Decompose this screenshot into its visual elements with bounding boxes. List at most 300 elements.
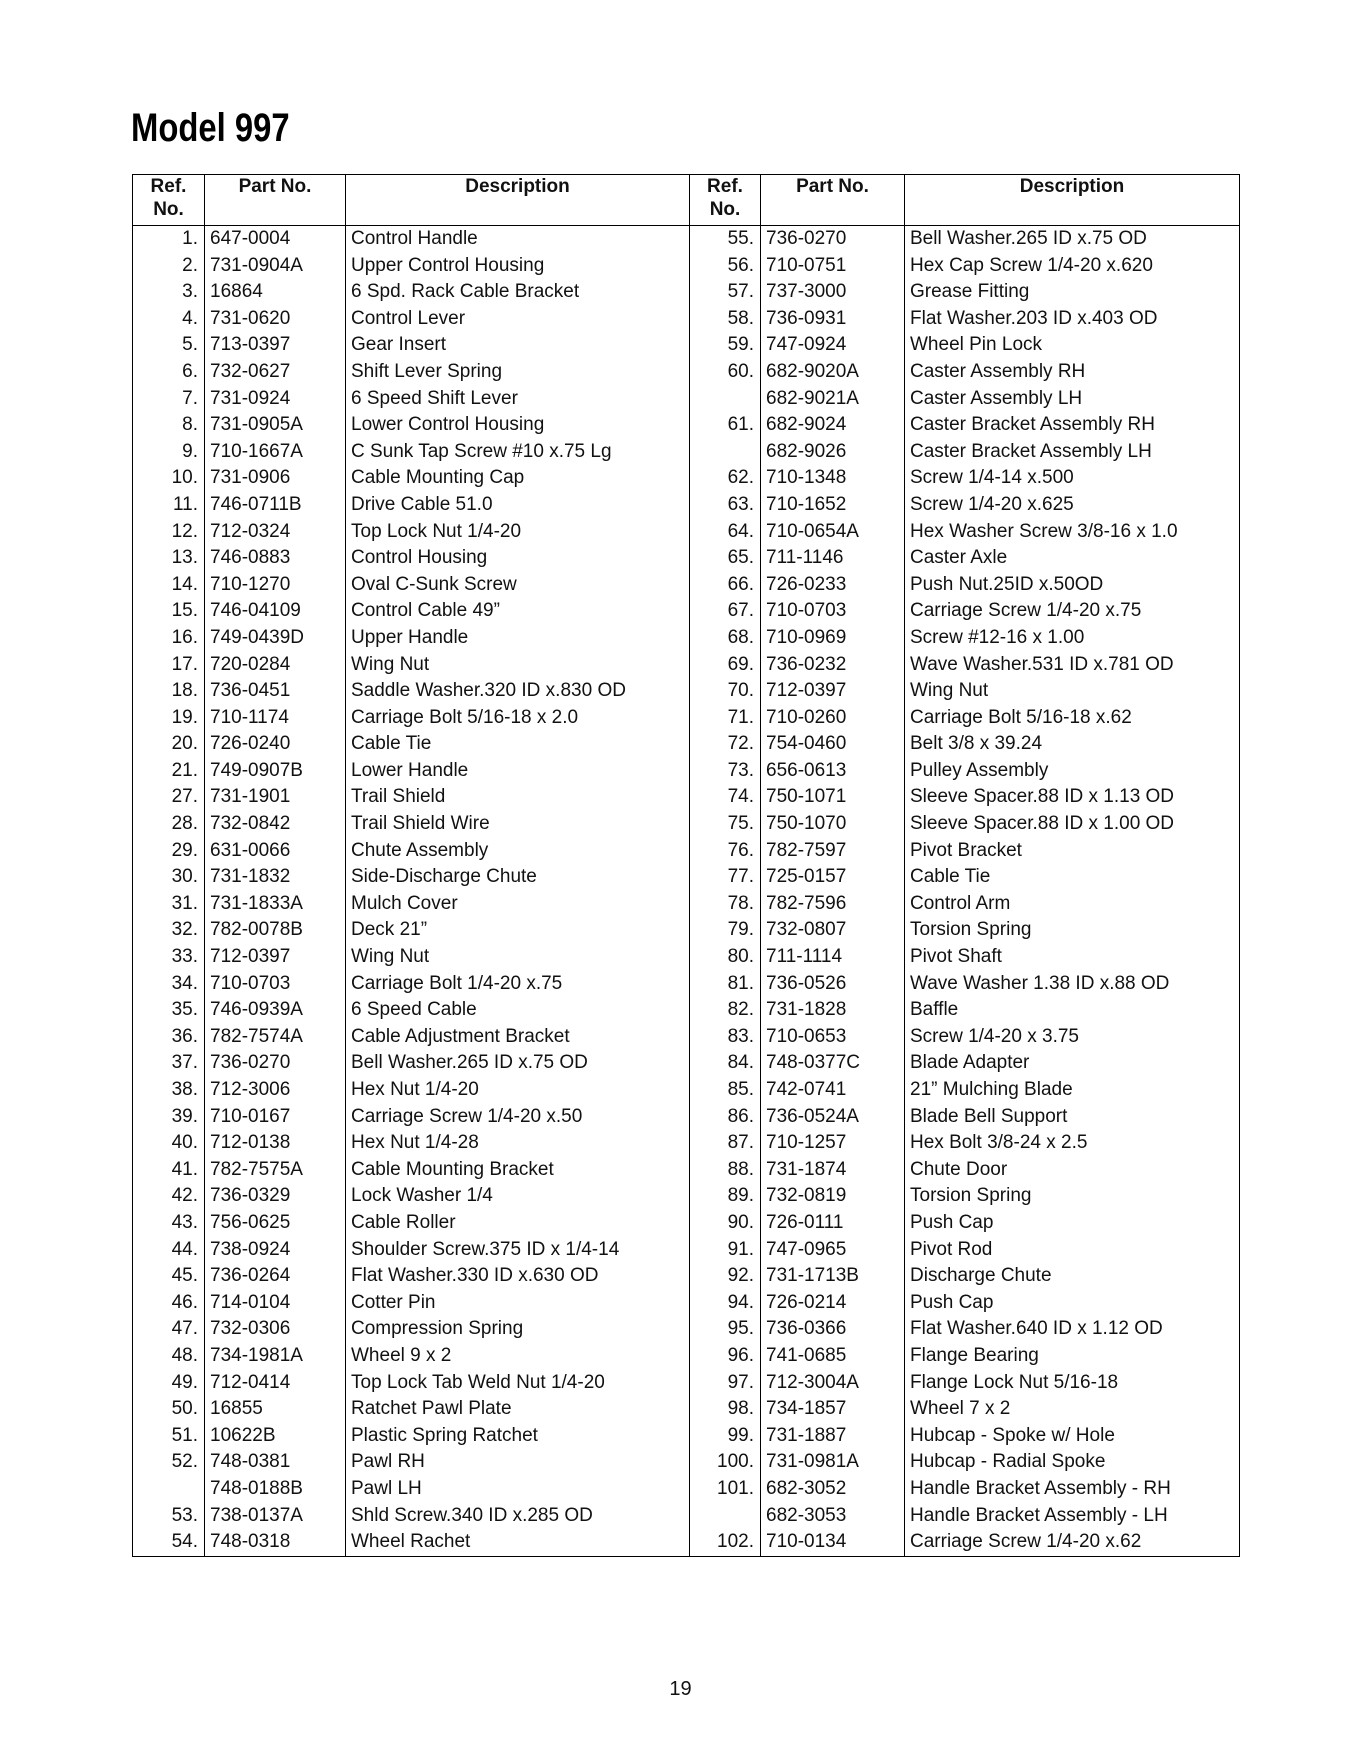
part-no-cell: 731-0906 [205, 465, 346, 492]
ref-no-cell-right [690, 1503, 761, 1530]
table-row [133, 253, 1240, 280]
part-no-cell: 736-0270 [205, 1050, 346, 1077]
description-cell-right: Discharge Chute [910, 1265, 1052, 1287]
description-cell-right: Flat Washer.203 ID x.403 OD [910, 307, 1158, 329]
part-no-cell: 712-0397 [205, 944, 346, 971]
table-row [133, 1343, 1240, 1370]
part-no-cell-right: 682-9024 [761, 412, 905, 439]
ref-no-cell: 45. [133, 1263, 205, 1290]
part-no-cell: 647-0004 [205, 226, 346, 253]
ref-no-cell: 50. [133, 1396, 205, 1423]
part-no-cell-right: 736-0526 [761, 971, 905, 998]
description-cell-right: Bell Washer.265 ID x.75 OD [910, 228, 1147, 249]
part-no-cell: 731-1833A [205, 891, 346, 918]
ref-no-cell [133, 1476, 205, 1503]
ref-no-cell-right: 83. [690, 1024, 761, 1051]
description-cell: Wing Nut [346, 652, 690, 679]
ref-no-cell: 19. [133, 705, 205, 732]
table-row [133, 1263, 1240, 1290]
part-no-cell: 749-0439D [205, 625, 346, 652]
ref-no-cell: 33. [133, 944, 205, 971]
description-cell-right: Hex Cap Screw 1/4-20 x.620 [910, 254, 1153, 276]
table-row [133, 758, 1240, 785]
ref-no-cell: 4. [133, 306, 205, 333]
table-row [133, 386, 1240, 413]
table-row [133, 1157, 1240, 1184]
ref-no-cell: 41. [133, 1157, 205, 1184]
ref-no-cell: 27. [133, 784, 205, 811]
description-cell: Lock Washer 1/4 [346, 1183, 690, 1210]
description-cell-right: Hubcap - Radial Spoke [910, 1451, 1106, 1473]
part-no-cell: 732-0842 [205, 811, 346, 838]
ref-no-cell: 53. [133, 1503, 205, 1530]
part-no-cell: 736-0329 [205, 1183, 346, 1210]
part-no-cell: 10622B [205, 1423, 346, 1450]
part-no-cell: 746-0711B [205, 492, 346, 519]
part-no-cell-right: 782-7597 [761, 838, 905, 865]
table-row [133, 1210, 1240, 1237]
part-no-cell-right: 742-0741 [761, 1077, 905, 1104]
description-cell: Saddle Washer.320 ID x.830 OD [346, 678, 690, 705]
table-row [133, 1050, 1240, 1077]
description-cell-right: Control Arm [910, 892, 1011, 914]
part-no-cell-right: 731-1828 [761, 997, 905, 1024]
table-row [133, 731, 1240, 758]
description-cell: Upper Control Housing [346, 253, 690, 280]
part-no-cell: 732-0306 [205, 1316, 346, 1343]
description-cell: Control Lever [346, 306, 690, 333]
part-no-cell-right: 710-0134 [761, 1529, 905, 1556]
description-cell: Trail Shield [346, 784, 690, 811]
page-number: 19 [669, 1678, 692, 1700]
ref-no-cell-right: 92. [690, 1263, 761, 1290]
part-no-cell-right: 682-9021A [761, 386, 905, 413]
description-cell: Pawl RH [346, 1449, 690, 1476]
part-no-cell: 748-0381 [205, 1449, 346, 1476]
description-cell-right: Screw #12-16 x 1.00 [910, 626, 1085, 648]
ref-no-cell-right: 85. [690, 1077, 761, 1104]
table-row [133, 652, 1240, 679]
description-cell: Compression Spring [346, 1316, 690, 1343]
description-cell-right: Pivot Bracket [910, 839, 1022, 861]
description-cell: Gear Insert [346, 332, 690, 359]
table-row [133, 465, 1240, 492]
part-no-cell: 712-0414 [205, 1370, 346, 1397]
description-cell-right: Caster Bracket Assembly RH [910, 414, 1155, 436]
description-cell: Cable Mounting Bracket [346, 1157, 690, 1184]
description-cell-right: Screw 1/4-20 x 3.75 [910, 1025, 1079, 1047]
description-cell: Control Housing [346, 545, 690, 572]
ref-no-cell-right: 99. [690, 1423, 761, 1450]
description-cell-right: Sleeve Spacer.88 ID x 1.00 OD [910, 813, 1175, 835]
description-cell-right: Caster Bracket Assembly LH [910, 440, 1152, 462]
ref-no-cell-right: 70. [690, 678, 761, 705]
ref-no-cell-right: 91. [690, 1237, 761, 1264]
part-no-cell-right: 750-1070 [761, 811, 905, 838]
table-body [133, 226, 1240, 1557]
header-ref-no-right: Ref. No. [690, 175, 761, 226]
description-cell: Pawl LH [346, 1476, 690, 1503]
part-no-cell: 782-7574A [205, 1024, 346, 1051]
table-row [133, 1024, 1240, 1051]
ref-no-cell-right: 88. [690, 1157, 761, 1184]
table-header [133, 175, 1240, 226]
description-cell-right: Push Nut.25ID x.50OD [910, 573, 1104, 595]
part-no-cell: 748-0188B [205, 1476, 346, 1503]
table-row [133, 1290, 1240, 1317]
ref-no-cell: 43. [133, 1210, 205, 1237]
description-cell: 6 Speed Cable [346, 997, 690, 1024]
ref-no-cell: 37. [133, 1050, 205, 1077]
description-cell: Carriage Screw 1/4-20 x.50 [346, 1104, 690, 1131]
ref-no-cell: 14. [133, 572, 205, 599]
ref-no-cell: 10. [133, 465, 205, 492]
ref-no-cell-right: 63. [690, 492, 761, 519]
ref-no-cell: 38. [133, 1077, 205, 1104]
table-row [133, 1130, 1240, 1157]
table-row [133, 1396, 1240, 1423]
table-row [133, 332, 1240, 359]
description-cell-right: Screw 1/4-20 x.625 [910, 493, 1074, 515]
ref-no-cell: 13. [133, 545, 205, 572]
ref-no-cell: 54. [133, 1529, 205, 1556]
ref-no-cell-right: 59. [690, 332, 761, 359]
part-no-cell: 756-0625 [205, 1210, 346, 1237]
table-row [133, 359, 1240, 386]
part-no-cell-right: 710-0260 [761, 705, 905, 732]
part-no-cell: 710-0167 [205, 1104, 346, 1131]
table-row [133, 1183, 1240, 1210]
part-no-cell: 738-0924 [205, 1237, 346, 1264]
part-no-cell: 731-0904A [205, 253, 346, 280]
part-no-cell-right: 736-0232 [761, 652, 905, 679]
ref-no-cell: 21. [133, 758, 205, 785]
description-cell: Shift Lever Spring [346, 359, 690, 386]
part-no-cell: 731-0620 [205, 306, 346, 333]
table-row [133, 971, 1240, 998]
part-no-cell-right: 726-0214 [761, 1290, 905, 1317]
ref-no-cell: 42. [133, 1183, 205, 1210]
part-no-cell: 712-0138 [205, 1130, 346, 1157]
ref-no-cell-right: 62. [690, 465, 761, 492]
description-cell-right: Caster Axle [910, 547, 1008, 569]
part-no-cell-right: 734-1857 [761, 1396, 905, 1423]
ref-no-cell-right: 74. [690, 784, 761, 811]
part-no-cell-right: 732-0819 [761, 1183, 905, 1210]
description-cell: Upper Handle [346, 625, 690, 652]
part-no-cell-right: 712-0397 [761, 678, 905, 705]
description-cell-right: Sleeve Spacer.88 ID x 1.13 OD [910, 786, 1175, 808]
table-row [133, 944, 1240, 971]
ref-no-cell: 52. [133, 1449, 205, 1476]
ref-no-cell-right: 89. [690, 1183, 761, 1210]
table-row [133, 864, 1240, 891]
part-no-cell: 712-0324 [205, 519, 346, 546]
ref-no-cell: 6. [133, 359, 205, 386]
part-no-cell: 736-0264 [205, 1263, 346, 1290]
description-cell-right: Flat Washer.640 ID x 1.12 OD [910, 1318, 1163, 1340]
ref-no-cell: 35. [133, 997, 205, 1024]
ref-no-cell: 48. [133, 1343, 205, 1370]
table-row [133, 226, 1240, 253]
description-cell-right: 21” Mulching Blade [910, 1079, 1073, 1100]
description-cell: Control Cable 49” [346, 598, 690, 625]
description-cell-right: Flange Lock Nut 5/16-18 [910, 1371, 1119, 1393]
ref-no-cell-right: 72. [690, 731, 761, 758]
table-row [133, 1529, 1240, 1556]
ref-no-cell: 9. [133, 439, 205, 466]
ref-no-cell-right: 95. [690, 1316, 761, 1343]
ref-no-cell: 47. [133, 1316, 205, 1343]
description-cell: Trail Shield Wire [346, 811, 690, 838]
table-row [133, 1476, 1240, 1503]
description-cell-right: Blade Adapter [910, 1052, 1030, 1074]
part-no-cell-right: 711-1146 [761, 545, 905, 572]
ref-no-cell-right: 68. [690, 625, 761, 652]
ref-no-cell: 34. [133, 971, 205, 998]
part-no-cell-right: 726-0233 [761, 572, 905, 599]
description-cell-right: Cable Tie [910, 866, 991, 888]
description-cell-right: Carriage Bolt 5/16-18 x.62 [910, 706, 1132, 728]
part-no-cell-right: 711-1114 [761, 944, 905, 971]
ref-no-cell: 39. [133, 1104, 205, 1131]
description-cell: Hex Nut 1/4-28 [346, 1130, 690, 1157]
part-no-cell-right: 656-0613 [761, 758, 905, 785]
description-cell-right: Chute Door [910, 1158, 1008, 1180]
part-no-cell-right: 710-0969 [761, 625, 905, 652]
table-row [133, 1237, 1240, 1264]
part-no-cell: 748-0318 [205, 1529, 346, 1556]
table-row [133, 412, 1240, 439]
description-cell: Cable Mounting Cap [346, 465, 690, 492]
description-cell: Shoulder Screw.375 ID x 1/4-14 [346, 1237, 690, 1264]
part-no-cell: 782-0078B [205, 917, 346, 944]
ref-no-cell-right: 101. [690, 1476, 761, 1503]
table-row [133, 1370, 1240, 1397]
ref-no-cell-right: 57. [690, 279, 761, 306]
ref-no-cell-right [690, 439, 761, 466]
part-no-cell: 731-1901 [205, 784, 346, 811]
table-row [133, 492, 1240, 519]
ref-no-cell-right: 81. [690, 971, 761, 998]
ref-no-cell: 49. [133, 1370, 205, 1397]
part-no-cell: 731-0905A [205, 412, 346, 439]
ref-no-cell: 11. [133, 492, 205, 519]
table-row [133, 1104, 1240, 1131]
ref-no-cell: 31. [133, 891, 205, 918]
description-cell: Plastic Spring Ratchet [346, 1423, 690, 1450]
table-row [133, 572, 1240, 599]
part-no-cell-right: 682-9026 [761, 439, 905, 466]
ref-no-cell-right: 84. [690, 1050, 761, 1077]
ref-no-cell-right: 67. [690, 598, 761, 625]
ref-no-cell: 30. [133, 864, 205, 891]
ref-no-cell: 51. [133, 1423, 205, 1450]
part-no-cell: 712-3006 [205, 1077, 346, 1104]
table-row [133, 1423, 1240, 1450]
description-cell: Chute Assembly [346, 838, 690, 865]
ref-no-cell: 20. [133, 731, 205, 758]
part-no-cell-right: 750-1071 [761, 784, 905, 811]
description-cell-right: Handle Bracket Assembly - LH [910, 1504, 1168, 1526]
table-row [133, 1316, 1240, 1343]
table-row [133, 917, 1240, 944]
header-description: Description [346, 175, 690, 226]
part-no-cell-right: 731-1713B [761, 1263, 905, 1290]
description-cell-right: Wheel 7 x 2 [910, 1398, 1011, 1420]
description-cell-right: Handle Bracket Assembly - RH [910, 1477, 1171, 1499]
part-no-cell-right: 710-1257 [761, 1130, 905, 1157]
part-no-cell-right: 737-3000 [761, 279, 905, 306]
description-cell-right: Caster Assembly LH [910, 387, 1083, 409]
ref-no-cell: 12. [133, 519, 205, 546]
ref-no-cell: 15. [133, 598, 205, 625]
description-cell-right: Baffle [910, 999, 959, 1021]
part-no-cell-right: 710-0654A [761, 519, 905, 546]
table-row [133, 784, 1240, 811]
description-cell: Control Handle [346, 226, 690, 253]
ref-no-cell: 1. [133, 226, 205, 253]
description-cell-right: Wheel Pin Lock [910, 334, 1043, 356]
table-row [133, 519, 1240, 546]
part-no-cell: 734-1981A [205, 1343, 346, 1370]
part-no-cell-right: 747-0965 [761, 1237, 905, 1264]
description-cell-right: Belt 3/8 x 39.24 [910, 733, 1043, 755]
part-no-cell-right: 731-0981A [761, 1449, 905, 1476]
part-no-cell: 710-1270 [205, 572, 346, 599]
part-no-cell-right: 782-7596 [761, 891, 905, 918]
table-row [133, 705, 1240, 732]
description-cell-right: Push Cap [910, 1211, 994, 1233]
ref-no-cell-right: 60. [690, 359, 761, 386]
ref-no-cell-right: 79. [690, 917, 761, 944]
header-ref-no: Ref. No. [133, 175, 205, 226]
ref-no-cell-right: 58. [690, 306, 761, 333]
description-cell: Lower Control Housing [346, 412, 690, 439]
description-cell: Deck 21” [346, 917, 690, 944]
ref-no-cell: 17. [133, 652, 205, 679]
ref-no-cell-right: 87. [690, 1130, 761, 1157]
description-cell: Top Lock Nut 1/4-20 [346, 519, 690, 546]
part-no-cell: 746-0939A [205, 997, 346, 1024]
description-cell-right: Hubcap - Spoke w/ Hole [910, 1424, 1115, 1446]
description-cell-right: Torsion Spring [910, 919, 1032, 941]
table-row [133, 306, 1240, 333]
description-cell-right: Wave Washer.531 ID x.781 OD [910, 653, 1174, 675]
description-cell: Oval C-Sunk Screw [346, 572, 690, 599]
part-no-cell-right: 682-9020A [761, 359, 905, 386]
ref-no-cell-right: 100. [690, 1449, 761, 1476]
table-row [133, 811, 1240, 838]
description-cell: C Sunk Tap Screw #10 x.75 Lg [346, 439, 690, 466]
part-no-cell-right: 726-0111 [761, 1210, 905, 1237]
ref-no-cell-right: 80. [690, 944, 761, 971]
part-no-cell-right: 725-0157 [761, 864, 905, 891]
ref-no-cell: 16. [133, 625, 205, 652]
part-no-cell: 731-1832 [205, 864, 346, 891]
ref-no-cell-right: 90. [690, 1210, 761, 1237]
description-cell: Wheel Rachet [346, 1529, 690, 1556]
ref-no-cell: 36. [133, 1024, 205, 1051]
description-cell: Carriage Bolt 1/4-20 x.75 [346, 971, 690, 998]
ref-no-cell-right: 102. [690, 1529, 761, 1556]
description-cell: Shld Screw.340 ID x.285 OD [346, 1503, 690, 1530]
ref-no-cell-right: 75. [690, 811, 761, 838]
ref-no-cell-right: 73. [690, 758, 761, 785]
part-no-cell-right: 731-1874 [761, 1157, 905, 1184]
part-no-cell-right: 712-3004A [761, 1370, 905, 1397]
table-row [133, 1077, 1240, 1104]
ref-no-cell: 29. [133, 838, 205, 865]
description-cell: Wing Nut [346, 944, 690, 971]
table-row [133, 997, 1240, 1024]
description-cell-right: Hex Washer Screw 3/8-16 x 1.0 [910, 520, 1178, 542]
description-cell-right: Torsion Spring [910, 1185, 1032, 1207]
ref-no-cell-right: 86. [690, 1104, 761, 1131]
part-no-cell: 720-0284 [205, 652, 346, 679]
header-part-no: Part No. [205, 175, 346, 226]
description-cell: Side-Discharge Chute [346, 864, 690, 891]
part-no-cell: 782-7575A [205, 1157, 346, 1184]
description-cell-right: Screw 1/4-14 x.500 [910, 467, 1074, 489]
description-cell-right: Wing Nut [910, 680, 989, 702]
part-no-cell-right: 741-0685 [761, 1343, 905, 1370]
description-cell-right: Carriage Screw 1/4-20 x.62 [910, 1531, 1142, 1553]
part-no-cell: 710-1174 [205, 705, 346, 732]
description-cell-right: Pivot Rod [910, 1238, 993, 1260]
ref-no-cell: 18. [133, 678, 205, 705]
part-no-cell-right: 736-0366 [761, 1316, 905, 1343]
part-no-cell: 16864 [205, 279, 346, 306]
description-cell-right: Pivot Shaft [910, 946, 1002, 968]
description-cell-right: Caster Assembly RH [910, 360, 1086, 382]
ref-no-cell-right: 98. [690, 1396, 761, 1423]
page-title: Model 997 [131, 106, 290, 150]
ref-no-cell: 7. [133, 386, 205, 413]
ref-no-cell: 2. [133, 253, 205, 280]
ref-no-cell-right: 94. [690, 1290, 761, 1317]
table-row [133, 838, 1240, 865]
ref-no-cell-right: 82. [690, 997, 761, 1024]
description-cell-right: Grease Fitting [910, 281, 1030, 303]
description-cell: Ratchet Pawl Plate [346, 1396, 690, 1423]
description-cell: Lower Handle [346, 758, 690, 785]
description-cell-right: Flange Bearing [910, 1344, 1039, 1366]
ref-no-cell: 28. [133, 811, 205, 838]
part-no-cell-right: 736-0524A [761, 1104, 905, 1131]
header-part-no-right: Part No. [761, 175, 905, 226]
table-row [133, 1503, 1240, 1530]
parts-table [132, 174, 1240, 1557]
table-row [133, 545, 1240, 572]
description-cell: Cotter Pin [346, 1290, 690, 1317]
part-no-cell-right: 736-0931 [761, 306, 905, 333]
ref-no-cell-right [690, 386, 761, 413]
header-description-right: Description [905, 175, 1240, 226]
description-cell-right: Pulley Assembly [910, 759, 1049, 781]
part-no-cell-right: 754-0460 [761, 731, 905, 758]
part-no-cell-right: 710-1652 [761, 492, 905, 519]
ref-no-cell-right: 76. [690, 838, 761, 865]
part-no-cell: 738-0137A [205, 1503, 346, 1530]
part-no-cell-right: 731-1887 [761, 1423, 905, 1450]
description-cell-right: Blade Bell Support [910, 1105, 1068, 1127]
part-no-cell-right: 710-0703 [761, 598, 905, 625]
part-no-cell: 713-0397 [205, 332, 346, 359]
ref-no-cell-right: 96. [690, 1343, 761, 1370]
table-row [133, 625, 1240, 652]
part-no-cell: 746-0883 [205, 545, 346, 572]
